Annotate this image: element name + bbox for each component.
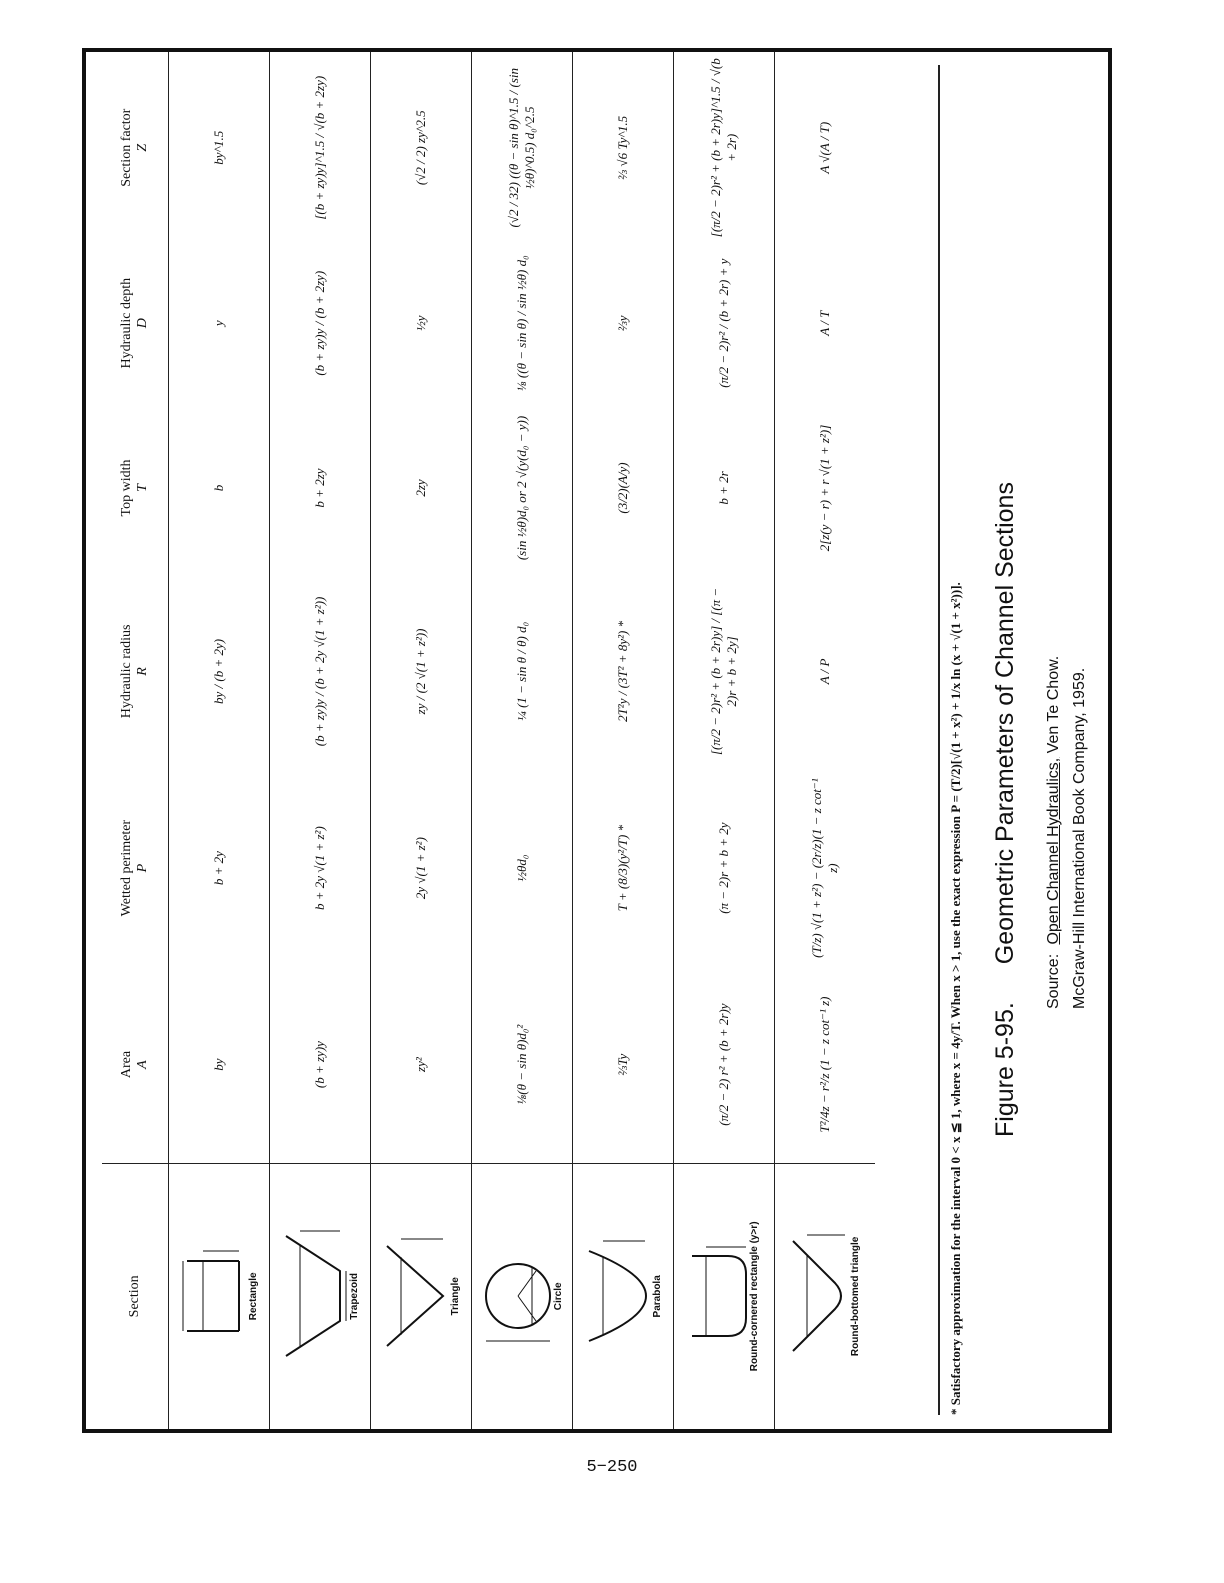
section-name: Round-cornered rectangle (y>r) — [748, 1221, 760, 1372]
section-name: Triangle — [449, 1277, 461, 1316]
factor-cell: [(b + zy)y]^1.5 / √(b + 2zy) — [270, 52, 371, 243]
header-symbol: T — [135, 484, 150, 492]
section-cell — [270, 1163, 371, 1429]
table-row-triangle — [371, 52, 472, 1429]
rectangle-sketch-icon — [179, 1221, 249, 1371]
radius-cell: zy / (2 √(1 + z²)) — [371, 573, 472, 770]
source-label: Source: — [1045, 953, 1062, 1009]
perimeter-cell: b + 2y — [169, 770, 270, 967]
radius-cell: A / P — [775, 573, 876, 770]
perimeter-cell: T + (8/3)(y²/T) * — [573, 770, 674, 967]
perimeter-cell: (π − 2)r + b + 2y — [674, 770, 775, 967]
header-area — [102, 966, 169, 1163]
figure-caption — [991, 482, 1020, 1137]
factor-cell: (√2 / 2) zy^2.5 — [371, 52, 472, 243]
factor-cell: (√2 / 32) ((θ − sin θ)^1.5 / (sin ½θ)^0.5) d₀^2.5 — [472, 52, 573, 243]
publisher-line: McGraw-Hill International Book Company, 1959. — [1071, 667, 1088, 1009]
triangle-sketch-icon — [381, 1221, 451, 1371]
depth-cell: (b + zy)y / (b + 2zy) — [270, 243, 371, 402]
factor-cell: [(π/2 − 2)r² + (b + 2r)y]^1.5 / √(b + 2r) — [674, 52, 775, 243]
area-cell: T²/4z − r²/z (1 − z cot⁻¹ z) — [775, 966, 876, 1163]
section-cell — [573, 1163, 674, 1429]
header-label: Wetted perimeter — [118, 819, 134, 917]
table-row-trapezoid — [270, 52, 371, 1429]
top-width-cell: b + 2r — [674, 403, 775, 573]
factor-cell: by^1.5 — [169, 52, 270, 243]
circle-sketch-icon — [480, 1221, 554, 1371]
depth-cell: ⅛ ((θ − sin θ) / sin ½θ) d₀ — [472, 243, 573, 402]
page-number: 5−250 — [586, 1458, 638, 1477]
parabola-sketch-icon — [583, 1221, 653, 1371]
trapezoid-sketch-icon — [280, 1221, 350, 1371]
factor-cell: ⅔ √6 Ty^1.5 — [573, 52, 674, 243]
section-cell — [472, 1163, 573, 1429]
area-cell: ⅔Ty — [573, 966, 674, 1163]
source-author: Ven Te Chow. — [1045, 655, 1062, 758]
section-cell — [169, 1163, 270, 1429]
depth-cell: A / T — [775, 243, 876, 402]
header-section-factor — [102, 52, 169, 243]
header-row — [102, 52, 169, 1429]
header-hydraulic-depth — [102, 243, 169, 402]
header-wetted-perimeter — [102, 770, 169, 967]
header-hydraulic-radius — [102, 573, 169, 770]
table-row-circle — [472, 52, 573, 1429]
header-symbol: A — [135, 1060, 150, 1069]
perimeter-cell: (T/z) √(1 + z²) − (2r/z)(1 − z cot⁻¹ z) — [775, 770, 876, 967]
top-width-cell: 2zy — [371, 403, 472, 573]
radius-cell: [(π/2 − 2)r² + (b + 2r)y] / [(π − 2)r + b + 2y] — [674, 573, 775, 770]
round-cornered-rectangle-sketch-icon — [688, 1221, 750, 1371]
header-symbol: D — [135, 318, 150, 329]
header-symbol: R — [135, 667, 150, 676]
header-label: Top width — [118, 459, 134, 517]
header-symbol: Z — [135, 143, 150, 152]
header-label: Section factor — [118, 108, 134, 187]
section-cell — [674, 1163, 775, 1429]
depth-cell: ½y — [371, 243, 472, 402]
table-row-round-cornered-rectangle — [674, 52, 775, 1429]
top-width-cell: 2[z(y − r) + r √(1 + z²)] — [775, 403, 876, 573]
header-label: Area — [118, 1050, 134, 1079]
table-footnote: * Satisfactory approximation for the interval 0 < x ≦ 1, where x = 4y/T. When x > 1, use the exact expression P = (T/2)[√(1 + x²) + 1/x ln (x + √(1 + x²))]. — [938, 65, 964, 1415]
radius-cell: 2T²y / (3T² + 8y²) * — [573, 573, 674, 770]
top-width-cell: b + 2zy — [270, 403, 371, 573]
header-symbol: P — [135, 863, 150, 873]
area-cell: (b + zy)y — [270, 966, 371, 1163]
channel-parameters-table — [102, 52, 875, 1429]
table-row-rectangle — [169, 52, 270, 1429]
section-name: Circle — [552, 1282, 564, 1311]
section-name: Parabola — [651, 1275, 663, 1318]
header-label: Hydraulic radius — [118, 624, 134, 719]
section-name: Rectangle — [247, 1272, 259, 1321]
rotated-content — [86, 52, 1108, 1429]
depth-cell: (π/2 − 2)r² / (b + 2r) + y — [674, 243, 775, 402]
radius-cell: by / (b + 2y) — [169, 573, 270, 770]
round-bottomed-triangle-sketch-icon — [789, 1221, 851, 1371]
area-cell: (π/2 − 2) r² + (b + 2r)y — [674, 966, 775, 1163]
depth-cell: ⅔y — [573, 243, 674, 402]
area-cell: zy² — [371, 966, 472, 1163]
source-book-title: Open Channel Hydraulics, — [1045, 757, 1062, 945]
area-cell: by — [169, 966, 270, 1163]
section-name: Trapezoid — [348, 1273, 360, 1320]
header-label: Section — [126, 1275, 142, 1318]
source-citation — [1041, 656, 1093, 1009]
table-row-round-bottomed-triangle — [775, 52, 876, 1429]
top-width-cell: (sin ½θ)d₀ or 2 √(y(d₀ − y)) — [472, 403, 573, 573]
radius-cell: (b + zy)y / (b + 2y √(1 + z²)) — [270, 573, 371, 770]
top-width-cell: b — [169, 403, 270, 573]
section-cell — [775, 1163, 876, 1429]
area-cell: ⅛(θ − sin θ)d₀² — [472, 966, 573, 1163]
table-row-parabola — [573, 52, 674, 1429]
perimeter-cell: ½θd₀ — [472, 770, 573, 967]
section-cell — [371, 1163, 472, 1429]
source-line — [1041, 656, 1067, 1009]
perimeter-cell: b + 2y √(1 + z²) — [270, 770, 371, 967]
top-width-cell: (3/2)(A/y) — [573, 403, 674, 573]
section-name: Round-bottomed triangle — [849, 1236, 861, 1357]
figure-number: Figure 5-95. — [991, 1002, 1019, 1137]
header-label: Hydraulic depth — [118, 277, 134, 369]
radius-cell: ¼ (1 − sin θ / θ) d₀ — [472, 573, 573, 770]
perimeter-cell: 2y √(1 + z²) — [371, 770, 472, 967]
header-section — [102, 1163, 169, 1429]
factor-cell: A √(A / T) — [775, 52, 876, 243]
header-top-width — [102, 403, 169, 573]
figure-title: Geometric Parameters of Channel Sections — [991, 482, 1019, 965]
depth-cell: y — [169, 243, 270, 402]
